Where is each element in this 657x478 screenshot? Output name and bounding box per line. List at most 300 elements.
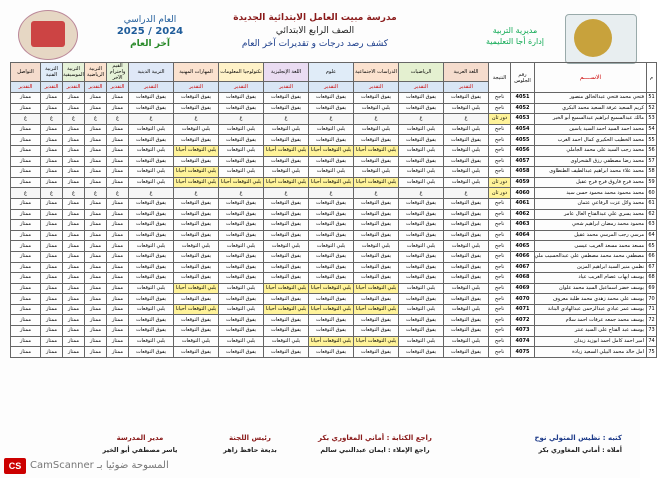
- grade-cell: ممتاز: [11, 273, 41, 284]
- education-directorate: [475, 25, 555, 47]
- grade-cell: ممتاز: [11, 156, 41, 167]
- committee-head-block: [205, 434, 295, 454]
- grade-cell: يفوق التوقعات: [399, 315, 444, 326]
- grade-cell: ممتاز: [85, 167, 107, 178]
- grade-cell: ممتاز: [41, 156, 63, 167]
- table-row: [11, 315, 657, 326]
- grade-cell: ممتاز: [107, 347, 129, 358]
- result-cell: ناجح: [489, 347, 511, 358]
- grade-cell: يفوق التوقعات: [399, 251, 444, 262]
- grade-cell: ممتاز: [85, 145, 107, 156]
- result-cell: ناجح: [489, 167, 511, 178]
- grade-cell: يفوق التوقعات: [174, 156, 219, 167]
- grade-cell: ممتاز: [63, 103, 85, 114]
- grade-cell: يلبي التوقعات: [354, 124, 399, 135]
- grade-cell: يفوق التوقعات: [264, 220, 309, 231]
- student-name: امير احمد كامل احمد ابوزيد زيدان: [535, 336, 647, 347]
- row-number: 72: [647, 315, 657, 326]
- grade-cell: ممتاز: [63, 294, 85, 305]
- grade-cell: يفوق التوقعات: [444, 135, 489, 146]
- table-row: [11, 262, 657, 273]
- result-cell: دور ثان: [489, 177, 511, 188]
- writer-label: كتبه : نظيس المتولي نوح: [534, 434, 622, 442]
- student-name: مالك عبدالسميع ابراهيم عبدالسميع أبو الخير: [535, 114, 647, 125]
- grade-cell: يلبي التوقعات: [129, 241, 174, 252]
- grade-cell: يلبي التوقعات: [129, 304, 174, 315]
- grade-cell: ممتاز: [107, 241, 129, 252]
- grade-cell: ممتاز: [107, 198, 129, 209]
- seat-number: 4070: [511, 294, 535, 305]
- grade-cell: ممتاز: [85, 304, 107, 315]
- grade-cell: يفوق التوقعات: [399, 93, 444, 104]
- table-row: [11, 124, 657, 135]
- result-cell: ناجح: [489, 294, 511, 305]
- student-name: يوسف عبد الفتاح على السيد عنتر: [535, 326, 647, 337]
- student-name: مسعد محمد مسعد الغريب عيسى: [535, 241, 647, 252]
- result-cell: ناجح: [489, 198, 511, 209]
- grade-cell: ممتاز: [85, 294, 107, 305]
- grade-cell: ممتاز: [11, 326, 41, 337]
- table-row: [11, 241, 657, 252]
- grade-cell: يلبي التوقعات: [399, 167, 444, 178]
- grade-cell: ممتاز: [85, 326, 107, 337]
- grade-cell: ممتاز: [63, 135, 85, 146]
- school-emblem-icon: [31, 21, 65, 47]
- grade-cell: غ: [174, 114, 219, 125]
- grade-label: التقدير: [107, 82, 129, 93]
- grade-cell: ممتاز: [107, 283, 129, 294]
- grade-cell: يفوق التوقعات: [264, 251, 309, 262]
- grade-cell: غ: [63, 188, 85, 199]
- grade-cell: يلبي التوقعات: [399, 283, 444, 294]
- grade-cell: يفوق التوقعات: [129, 103, 174, 114]
- grade-cell: يفوق التوقعات: [444, 262, 489, 273]
- grade-cell: ممتاز: [107, 262, 129, 273]
- grade-cell: يلبي التوقعات: [444, 304, 489, 315]
- camscanner-badge-icon: CS: [4, 458, 26, 474]
- grade-cell: يلبي التوقعات: [219, 124, 264, 135]
- grade-cell: يفوق التوقعات: [444, 273, 489, 284]
- grade-cell: يلبي التوقعات: [309, 167, 354, 178]
- grade-cell: ممتاز: [63, 198, 85, 209]
- grade-cell: ممتاز: [11, 93, 41, 104]
- grade-cell: ممتاز: [107, 124, 129, 135]
- result-cell: ناجح: [489, 145, 511, 156]
- grade-cell: غ: [219, 114, 264, 125]
- result-cell: ناجح: [489, 326, 511, 337]
- col-subject: المهارات المهنية: [174, 63, 219, 82]
- grade-label: التقدير: [174, 82, 219, 93]
- student-name: محمد علاء محمد ابراهيم عبدالطيف الطنطاوى: [535, 167, 647, 178]
- principal-name: ياسر مصطفي أبو الخير: [102, 446, 178, 454]
- grade-cell: ممتاز: [107, 177, 129, 188]
- grade-cell: يفوق التوقعات: [219, 135, 264, 146]
- grade-name: الصف الرابع الابتدائي: [275, 26, 355, 36]
- col-name: الاســــم: [535, 63, 647, 93]
- grade-cell: يلبي التوقعات: [264, 167, 309, 178]
- grade-cell: ممتاز: [63, 262, 85, 273]
- table-row: [11, 135, 657, 146]
- grade-cell: يفوق التوقعات: [444, 315, 489, 326]
- grade-cell: ممتاز: [11, 315, 41, 326]
- grade-cell: ممتاز: [11, 347, 41, 358]
- grade-cell: يفوق التوقعات: [264, 326, 309, 337]
- grade-label: التقدير: [85, 82, 107, 93]
- grade-cell: يلبي التوقعات: [444, 145, 489, 156]
- grade-cell: يفوق التوقعات: [219, 251, 264, 262]
- grade-cell: يفوق التوقعات: [444, 294, 489, 305]
- grade-cell: غ: [107, 188, 129, 199]
- grade-cell: يفوق التوقعات: [264, 230, 309, 241]
- table-row: [11, 220, 657, 231]
- student-name: امل خالد محمد البيلي السعيد زيادة: [535, 347, 647, 358]
- seat-number: 4075: [511, 347, 535, 358]
- grade-cell: يلبي التوقعات: [129, 124, 174, 135]
- grade-cell: ممتاز: [63, 167, 85, 178]
- grade-cell: يفوق التوقعات: [399, 220, 444, 231]
- school-name: مدرسة مبيت العامل الابتدائية الجديدة: [233, 13, 397, 23]
- row-number: 59: [647, 177, 657, 188]
- grade-cell: ممتاز: [11, 124, 41, 135]
- grade-cell: يفوق التوقعات: [354, 135, 399, 146]
- result-cell: ناجح: [489, 220, 511, 231]
- grade-cell: غ: [309, 114, 354, 125]
- col-subject: الرياضيات: [399, 63, 444, 82]
- grade-cell: ممتاز: [41, 177, 63, 188]
- grade-cell: يلبي التوقعات: [354, 241, 399, 252]
- table-header-row: [11, 63, 657, 82]
- result-cell: ناجح: [489, 251, 511, 262]
- grade-cell: ممتاز: [41, 103, 63, 114]
- grade-cell: يفوق التوقعات: [219, 230, 264, 241]
- grade-cell: يفوق التوقعات: [444, 93, 489, 104]
- col-subject: تكنولوجيا المعلومات: [219, 63, 264, 82]
- grade-cell: ممتاز: [85, 315, 107, 326]
- grade-cell: يفوق التوقعات: [219, 347, 264, 358]
- grade-cell: يفوق التوقعات: [264, 198, 309, 209]
- grade-cell: يلبي التوقعات: [129, 336, 174, 347]
- row-number: 60: [647, 188, 657, 199]
- school-year: 2024 / 2025: [116, 26, 184, 37]
- grade-cell: ممتاز: [41, 220, 63, 231]
- grade-cell: يفوق التوقعات: [219, 220, 264, 231]
- grade-cell: يلبي التوقعات: [399, 241, 444, 252]
- student-name: يوسف عمر عبادي عبدالرحمن عبدالهادي البنانة: [535, 304, 647, 315]
- grade-cell: غ: [174, 188, 219, 199]
- col-subject: التربية الفنية: [41, 63, 63, 82]
- grade-cell: يفوق التوقعات: [129, 93, 174, 104]
- grade-cell: يفوق التوقعات: [309, 326, 354, 337]
- grade-cell: ممتاز: [107, 167, 129, 178]
- grade-cell: يفوق التوقعات: [399, 198, 444, 209]
- grade-cell: يلبي التوقعات: [444, 167, 489, 178]
- grade-label: التقدير: [129, 82, 174, 93]
- grade-cell: غ: [85, 114, 107, 125]
- grade-cell: يفوق التوقعات: [444, 230, 489, 241]
- grade-cell: يفوق التوقعات: [354, 156, 399, 167]
- result-cell: دور ثان: [489, 114, 511, 125]
- grade-cell: ممتاز: [63, 230, 85, 241]
- grade-cell: يفوق التوقعات: [264, 273, 309, 284]
- grade-cell: يفوق التوقعات: [174, 315, 219, 326]
- grade-cell: يلبي التوقعات أحيانا: [309, 145, 354, 156]
- grade-cell: يفوق التوقعات: [354, 198, 399, 209]
- grade-cell: يفوق التوقعات: [264, 262, 309, 273]
- grade-cell: يلبي التوقعات: [174, 336, 219, 347]
- student-name: نظمي منير السيد ابراهيم المزين: [535, 262, 647, 273]
- grade-cell: ممتاز: [11, 336, 41, 347]
- grade-cell: غ: [399, 188, 444, 199]
- grade-label: التقدير: [63, 82, 85, 93]
- table-row: [11, 103, 657, 114]
- row-number: 75: [647, 347, 657, 358]
- grade-cell: ممتاز: [41, 241, 63, 252]
- grade-cell: ممتاز: [63, 145, 85, 156]
- seat-number: 4074: [511, 336, 535, 347]
- row-number: 71: [647, 304, 657, 315]
- row-number: 69: [647, 283, 657, 294]
- sheet-title: كشف رصد درجات و تقديرات آخر العام: [241, 39, 389, 49]
- grade-label: التقدير: [309, 82, 354, 93]
- grade-cell: ممتاز: [85, 336, 107, 347]
- row-number: 56: [647, 145, 657, 156]
- result-cell: ناجح: [489, 135, 511, 146]
- grade-cell: ممتاز: [41, 124, 63, 135]
- grade-cell: ممتاز: [63, 347, 85, 358]
- row-number: 65: [647, 241, 657, 252]
- grade-cell: ممتاز: [85, 177, 107, 188]
- seat-number: 4055: [511, 135, 535, 146]
- grade-cell: يفوق التوقعات: [399, 135, 444, 146]
- col-subject: التربية الرياضية: [85, 63, 107, 82]
- grade-cell: يلبي التوقعات: [399, 304, 444, 315]
- grade-cell: ممتاز: [63, 315, 85, 326]
- grade-cell: ممتاز: [107, 93, 129, 104]
- table-row: [11, 167, 657, 178]
- grade-cell: غ: [63, 114, 85, 125]
- student-name: مرسي رجب المرسي محمد عقيل: [535, 230, 647, 241]
- grade-cell: يفوق التوقعات: [264, 93, 309, 104]
- grade-cell: ممتاز: [85, 220, 107, 231]
- grade-cell: يفوق التوقعات: [309, 273, 354, 284]
- student-name: محمد يسري علي عبدالفتاح العال عامر: [535, 209, 647, 220]
- student-name: محمد وائل عزت الرفاعي عثمان: [535, 198, 647, 209]
- grade-cell: يفوق التوقعات: [129, 209, 174, 220]
- grade-cell: يلبي التوقعات: [399, 177, 444, 188]
- col-num: م: [647, 63, 657, 93]
- grade-cell: يلبي التوقعات: [354, 167, 399, 178]
- grade-label: التقدير: [399, 82, 444, 93]
- row-number: 52: [647, 103, 657, 114]
- row-number: 68: [647, 273, 657, 284]
- grade-cell: ممتاز: [107, 103, 129, 114]
- grade-cell: ممتاز: [63, 124, 85, 135]
- dictation-label: أملاه : أماني المغاوري بكر: [538, 446, 622, 454]
- result-cell: ناجح: [489, 230, 511, 241]
- student-name: محمد الخطيب الحكيري كمال احمد الغرب: [535, 135, 647, 146]
- grade-cell: يفوق التوقعات: [219, 294, 264, 305]
- grade-cell: يفوق التوقعات: [174, 198, 219, 209]
- grade-cell: يفوق التوقعات: [309, 251, 354, 262]
- grade-cell: ممتاز: [85, 124, 107, 135]
- result-cell: ناجح: [489, 241, 511, 252]
- row-number: 61: [647, 198, 657, 209]
- col-subject: التربية الدينية: [129, 63, 174, 82]
- grade-cell: يلبي التوقعات: [264, 241, 309, 252]
- grade-cell: ممتاز: [63, 209, 85, 220]
- col-subject: اللغة الإنجليزية: [264, 63, 309, 82]
- grade-cell: يفوق التوقعات: [129, 315, 174, 326]
- grade-cell: ممتاز: [41, 167, 63, 178]
- col-subject: التربية الموسيقية: [63, 63, 85, 82]
- grade-cell: ممتاز: [107, 220, 129, 231]
- table-row: [11, 251, 657, 262]
- grade-cell: ممتاز: [107, 135, 129, 146]
- title-block: [205, 12, 425, 51]
- grade-cell: يفوق التوقعات: [399, 209, 444, 220]
- year-block: [110, 14, 190, 50]
- grade-cell: يفوق التوقعات: [219, 326, 264, 337]
- grade-cell: ممتاز: [11, 198, 41, 209]
- grade-cell: ممتاز: [41, 304, 63, 315]
- grade-cell: يفوق التوقعات: [174, 209, 219, 220]
- grade-cell: يلبي التوقعات أحيانا: [174, 145, 219, 156]
- grade-cell: يفوق التوقعات: [264, 156, 309, 167]
- edu-line: إدارة أجا التعليمية: [485, 37, 545, 46]
- grade-cell: يفوق التوقعات: [309, 262, 354, 273]
- grade-cell: يلبي التوقعات: [129, 167, 174, 178]
- grade-cell: يلبي التوقعات: [444, 124, 489, 135]
- student-name: محمود محمد رمضان ابراهيم شحي: [535, 220, 647, 231]
- row-number: 51: [647, 93, 657, 104]
- grade-cell: ممتاز: [85, 209, 107, 220]
- grade-cell: ممتاز: [11, 262, 41, 273]
- col-result: النتيجة: [489, 63, 511, 93]
- grade-cell: ممتاز: [85, 198, 107, 209]
- grade-cell: يفوق التوقعات: [129, 294, 174, 305]
- grade-cell: يلبي التوقعات: [219, 304, 264, 315]
- grade-cell: يفوق التوقعات: [129, 251, 174, 262]
- student-name: محمد احمد السيد احمد السيد ياسين: [535, 124, 647, 135]
- grade-cell: يفوق التوقعات: [309, 347, 354, 358]
- row-number: 67: [647, 262, 657, 273]
- result-cell: ناجح: [489, 336, 511, 347]
- grade-label: التقدير: [444, 82, 489, 93]
- grade-cell: يفوق التوقعات: [354, 93, 399, 104]
- grade-cell: يلبي التوقعات: [444, 336, 489, 347]
- grade-cell: ممتاز: [85, 347, 107, 358]
- grade-cell: يفوق التوقعات: [129, 198, 174, 209]
- grade-cell: ممتاز: [11, 220, 41, 231]
- table-row: [11, 326, 657, 337]
- table-row: [11, 188, 657, 199]
- grade-cell: غ: [444, 114, 489, 125]
- col-subject: القيم واحترام الآخر: [107, 63, 129, 82]
- grade-cell: ممتاز: [41, 326, 63, 337]
- grade-cell: ممتاز: [63, 326, 85, 337]
- grade-cell: ممتاز: [41, 198, 63, 209]
- grade-cell: يلبي التوقعات أحيانا: [354, 283, 399, 294]
- table-row: [11, 336, 657, 347]
- grade-cell: يفوق التوقعات: [219, 93, 264, 104]
- grade-cell: غ: [219, 188, 264, 199]
- grade-cell: يفوق التوقعات: [354, 251, 399, 262]
- grade-cell: ممتاز: [41, 209, 63, 220]
- student-name: يوسف محمد جمعه عرفات احمد سلام: [535, 315, 647, 326]
- grade-cell: ممتاز: [85, 103, 107, 114]
- grade-cell: يفوق التوقعات: [444, 326, 489, 337]
- grade-cell: يلبي التوقعات: [264, 124, 309, 135]
- result-cell: ناجح: [489, 304, 511, 315]
- grade-cell: ممتاز: [11, 241, 41, 252]
- grade-cell: ممتاز: [107, 294, 129, 305]
- seat-number: 4067: [511, 262, 535, 273]
- table-row: [11, 177, 657, 188]
- grade-cell: يلبي التوقعات: [174, 124, 219, 135]
- grade-cell: ممتاز: [63, 156, 85, 167]
- grade-cell: ممتاز: [41, 294, 63, 305]
- camscanner-watermark: [4, 458, 214, 474]
- reviewer-block: [300, 434, 450, 454]
- result-cell: ناجح: [489, 124, 511, 135]
- grade-cell: يفوق التوقعات: [309, 198, 354, 209]
- grade-cell: ممتاز: [85, 283, 107, 294]
- grade-cell: ممتاز: [63, 336, 85, 347]
- row-number: 64: [647, 230, 657, 241]
- grade-cell: يلبي التوقعات أحيانا: [174, 177, 219, 188]
- grade-cell: يفوق التوقعات: [399, 230, 444, 241]
- grade-cell: يفوق التوقعات: [129, 230, 174, 241]
- grade-cell: ممتاز: [41, 93, 63, 104]
- grade-cell: يفوق التوقعات: [129, 156, 174, 167]
- table-row: [11, 156, 657, 167]
- grade-cell: ممتاز: [41, 135, 63, 146]
- grade-cell: يفوق التوقعات: [219, 209, 264, 220]
- grade-cell: ممتاز: [11, 304, 41, 315]
- grade-cell: يلبي التوقعات: [444, 103, 489, 114]
- grade-cell: يفوق التوقعات: [399, 262, 444, 273]
- result-cell: ناجح: [489, 209, 511, 220]
- year-label: العام الدراسي: [123, 15, 177, 25]
- row-number: 73: [647, 326, 657, 337]
- grade-cell: غ: [107, 114, 129, 125]
- grade-cell: يفوق التوقعات: [309, 103, 354, 114]
- grade-cell: ممتاز: [85, 135, 107, 146]
- grade-cell: ممتاز: [85, 93, 107, 104]
- grade-cell: غ: [264, 114, 309, 125]
- seat-number: 4058: [511, 167, 535, 178]
- grade-cell: ممتاز: [63, 273, 85, 284]
- student-name: محمد رجب السيد على محمد الجاملي: [535, 145, 647, 156]
- grade-cell: يفوق التوقعات: [399, 294, 444, 305]
- grade-cell: ممتاز: [11, 251, 41, 262]
- seat-number: 4057: [511, 156, 535, 167]
- grade-cell: غ: [85, 188, 107, 199]
- school-logo: [18, 10, 78, 60]
- grade-cell: يفوق التوقعات: [309, 315, 354, 326]
- seat-number: 4072: [511, 315, 535, 326]
- row-number: 54: [647, 124, 657, 135]
- seat-number: 4061: [511, 198, 535, 209]
- seat-number: 4066: [511, 251, 535, 262]
- grade-cell: يفوق التوقعات: [399, 103, 444, 114]
- grade-cell: يلبي التوقعات: [129, 283, 174, 294]
- seat-number: 4063: [511, 220, 535, 231]
- row-number: 53: [647, 114, 657, 125]
- grade-cell: ممتاز: [63, 241, 85, 252]
- grade-cell: يفوق التوقعات: [444, 198, 489, 209]
- grade-cell: ممتاز: [107, 326, 129, 337]
